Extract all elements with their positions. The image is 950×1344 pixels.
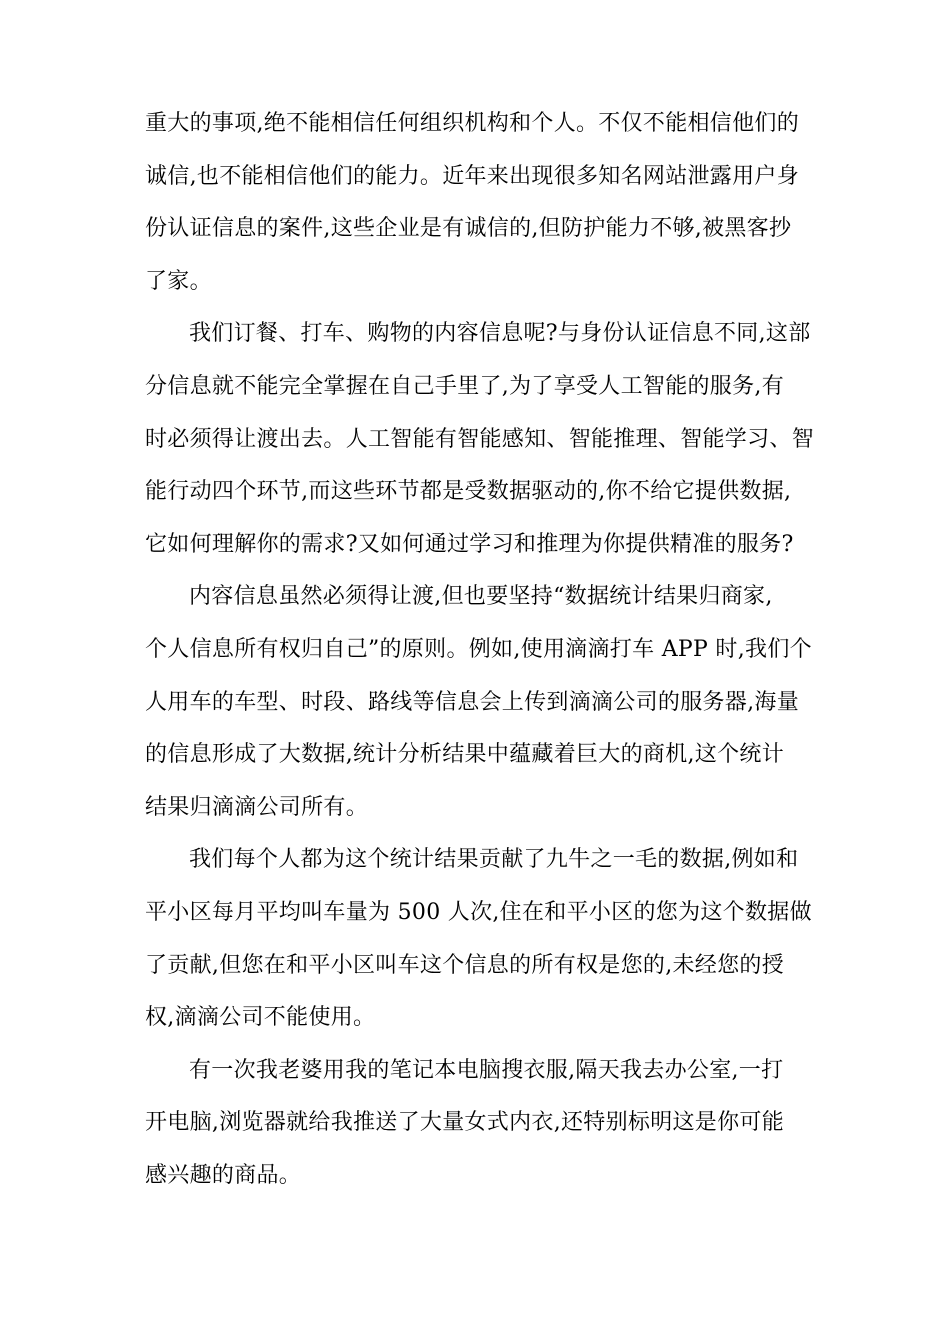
paragraph-line: 结果归滴滴公司所有。 — [145, 794, 369, 820]
paragraph-5 — [145, 1045, 820, 1203]
document-body — [145, 98, 820, 1202]
paragraph-line: 能行动四个环节,而这些环节都是受数据驱动的,你不给它提供数据, — [145, 479, 792, 505]
paragraph-line: 了家。 — [145, 268, 212, 294]
paragraph-line: 了贡献,但您在和平小区叫车这个信息的所有权是您的,未经您的授 — [145, 952, 784, 978]
paragraph-line: 平小区每月平均叫车量为 500 人次,住在和平小区的您为这个数据做 — [145, 899, 812, 925]
paragraph-3 — [145, 571, 820, 834]
paragraph-line: 内容信息虽然必须得让渡,但也要坚持“数据统计结果归商家, — [189, 584, 773, 610]
paragraph-line: 感兴趣的商品。 — [145, 1162, 302, 1188]
paragraph-line: 时必须得让渡出去。人工智能有智能感知、智能推理、智能学习、智 — [145, 426, 815, 452]
paragraph-line: 它如何理解你的需求?又如何通过学习和推理为你提供精准的服务? — [145, 531, 794, 557]
paragraph-line: 人用车的车型、时段、路线等信息会上传到滴滴公司的服务器,海量 — [145, 689, 799, 715]
paragraph-line: 权,滴滴公司不能使用。 — [145, 1005, 376, 1031]
paragraph-line: 我们订餐、打车、购物的内容信息呢?与身份认证信息不同,这部 — [189, 321, 811, 347]
paragraph-line: 份认证信息的案件,这些企业是有诚信的,但防护能力不够,被黑客抄 — [145, 216, 792, 242]
paragraph-line: 我们每个人都为这个统计结果贡献了九牛之一毛的数据,例如和 — [189, 847, 799, 873]
paragraph-line: 有一次我老婆用我的笔记本电脑搜衣服,隔天我去办公室,一打 — [189, 1057, 784, 1083]
paragraph-line: 诚信,也不能相信他们的能力。近年来出现很多知名网站泄露用户身 — [145, 163, 799, 189]
paragraph-line: 开电脑,浏览器就给我推送了大量女式内衣,还特别标明这是你可能 — [145, 1110, 784, 1136]
paragraph-line: 的信息形成了大数据,统计分析结果中蕴藏着巨大的商机,这个统计 — [145, 742, 784, 768]
paragraph-1 — [145, 98, 820, 308]
paragraph-4 — [145, 834, 820, 1044]
paragraph-line: 重大的事项,绝不能相信任何组织机构和个人。不仅不能相信他们的 — [145, 111, 799, 136]
paragraph-2 — [145, 308, 820, 571]
paragraph-line: 个人信息所有权归自己”的原则。例如,使用滴滴打车 APP 时,我们个 — [145, 636, 812, 662]
paragraph-line: 分信息就不能完全掌握在自己手里了,为了享受人工智能的服务,有 — [145, 373, 784, 399]
